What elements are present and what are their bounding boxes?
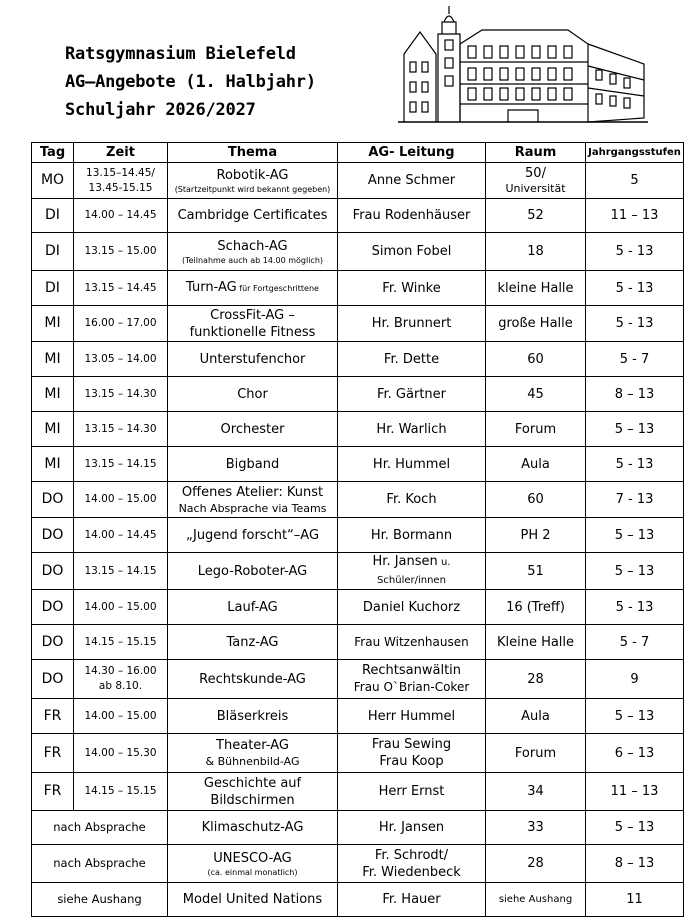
cell-thema	[168, 773, 338, 811]
cell-zeit	[74, 163, 168, 199]
cell-ag-leitung	[338, 773, 486, 811]
cell-jahrgangsstufen: 5 – 13	[586, 699, 684, 734]
ag-schedule-table	[31, 142, 684, 917]
table-header-row	[32, 143, 684, 163]
cell-thema	[168, 811, 338, 845]
raum-value: 28	[527, 671, 544, 687]
cell-jahrgangsstufen: 5 – 13	[586, 518, 684, 553]
leitung-line: Rechtsanwältin	[361, 663, 462, 678]
cell-zeit	[74, 447, 168, 482]
cell-tag: MI	[32, 412, 74, 447]
thema-small-note: (Teilnahme auch ab 14.00 möglich)	[181, 255, 324, 265]
leitung-line: Hr. Jansen u. Schüler/innen	[372, 554, 451, 586]
zeit-line: 13.05 – 14.00	[84, 352, 157, 365]
cell-raum	[486, 811, 586, 845]
table-row	[32, 447, 684, 482]
zeit-line: 14.00 – 14.45	[84, 528, 157, 541]
school-year: Schuljahr 2026/2027	[65, 100, 256, 120]
thema-line: CrossFit-AG –	[210, 307, 295, 323]
cell-tag: FR	[32, 699, 74, 734]
cell-jahrgangsstufen: 5 - 13	[586, 271, 684, 306]
cell-raum	[486, 233, 586, 271]
cell-zeit	[74, 734, 168, 773]
school-building-illustration	[398, 6, 648, 124]
zeit-line: 13.15–14.45/	[86, 166, 155, 179]
cell-ag-leitung	[338, 699, 486, 734]
zeit-line: ab 8.10.	[98, 680, 143, 692]
cell-ag-leitung	[338, 811, 486, 845]
cell-zeit	[74, 660, 168, 699]
table-row	[32, 412, 684, 447]
column-header-jahrgangsstufen: Jahrgangsstufen	[586, 143, 684, 163]
cell-thema	[168, 553, 338, 590]
cell-jahrgangsstufen: 5 - 7	[586, 342, 684, 377]
cell-tag: MI	[32, 447, 74, 482]
zeit-line: 14.00 – 15.30	[84, 746, 157, 759]
raum-value: PH 2	[520, 527, 551, 543]
raum-value: 60	[527, 492, 544, 507]
leitung-line: Hr. Brunnert	[371, 316, 452, 331]
cell-raum	[486, 699, 586, 734]
cell-jahrgangsstufen: 5 - 13	[586, 233, 684, 271]
cell-ag-leitung	[338, 625, 486, 660]
cell-raum	[486, 590, 586, 625]
cell-zeit	[74, 377, 168, 412]
cell-raum	[486, 773, 586, 811]
leitung-line: Frau Koop	[379, 754, 444, 769]
cell-jahrgangsstufen: 5 – 13	[586, 412, 684, 447]
leitung-line: Simon Fobel	[371, 244, 452, 259]
cell-raum	[486, 306, 586, 342]
cell-raum	[486, 845, 586, 883]
cell-zeit	[74, 699, 168, 734]
thema-line: Unterstufenchor	[199, 351, 306, 367]
cell-thema	[168, 845, 338, 883]
cell-zeit	[74, 271, 168, 306]
table-row	[32, 699, 684, 734]
cell-zeit	[74, 625, 168, 660]
cell-ag-leitung	[338, 412, 486, 447]
leitung-line: Fr. Schrodt/	[374, 847, 449, 863]
zeit-line: 13.15 – 14.15	[84, 564, 157, 577]
cell-jahrgangsstufen: 5 - 13	[586, 590, 684, 625]
cell-schedule-note: nach Absprache	[32, 811, 168, 845]
table-row	[32, 271, 684, 306]
cell-ag-leitung	[338, 553, 486, 590]
leitung-line: Herr Hummel	[367, 708, 456, 724]
thema-line: Lauf-AG	[227, 599, 278, 615]
cell-thema	[168, 163, 338, 199]
zeit-line: 14.00 – 15.00	[84, 709, 157, 722]
leitung-line: Fr. Dette	[383, 351, 440, 367]
column-header-raum: Raum	[486, 143, 586, 163]
cell-thema	[168, 342, 338, 377]
cell-raum	[486, 734, 586, 773]
thema-line: Bläserkreis	[216, 708, 289, 724]
table-row	[32, 773, 684, 811]
thema-line: Bigband	[225, 456, 280, 472]
thema-small-note: (ca. einmal monatlich)	[207, 867, 298, 877]
cell-ag-leitung	[338, 342, 486, 377]
cell-raum	[486, 199, 586, 233]
cell-raum	[486, 553, 586, 590]
cell-ag-leitung	[338, 660, 486, 699]
cell-ag-leitung	[338, 377, 486, 412]
cell-zeit	[74, 773, 168, 811]
cell-jahrgangsstufen: 5 – 13	[586, 811, 684, 845]
raum-value: kleine Halle	[497, 280, 574, 296]
zeit-line: 16.00 – 17.00	[84, 317, 157, 329]
raum-value: große Halle	[498, 316, 573, 331]
raum-value: 16 (Treff)	[506, 599, 565, 615]
leitung-line: Anne Schmer	[367, 173, 456, 188]
thema-small-note: (Startzeitpunkt wird bekannt gegeben)	[174, 184, 331, 194]
cell-tag: MO	[32, 163, 74, 199]
cell-ag-leitung	[338, 482, 486, 518]
cell-jahrgangsstufen: 7 - 13	[586, 482, 684, 518]
cell-thema	[168, 306, 338, 342]
leitung-line: Fr. Koch	[386, 492, 437, 507]
table-row	[32, 518, 684, 553]
raum-value: Forum	[514, 421, 557, 437]
cell-ag-leitung	[338, 233, 486, 271]
cell-zeit	[74, 342, 168, 377]
thema-line: UNESCO-AG	[213, 850, 292, 866]
cell-ag-leitung	[338, 306, 486, 342]
cell-raum	[486, 412, 586, 447]
cell-raum	[486, 447, 586, 482]
cell-raum	[486, 342, 586, 377]
raum-value: 52	[527, 208, 544, 223]
column-header-thema: Thema	[168, 143, 338, 163]
zeit-line: 13.15 – 14.15	[84, 457, 157, 470]
thema-line: Geschichte auf	[203, 775, 302, 791]
thema-line: Cambridge Certificates	[177, 208, 328, 223]
table-row	[32, 883, 684, 917]
raum-value: Forum	[514, 745, 557, 761]
cell-jahrgangsstufen: 11 – 13	[586, 199, 684, 233]
cell-tag: FR	[32, 773, 74, 811]
table-row	[32, 660, 684, 699]
leitung-line: Frau Witzenhausen	[354, 634, 469, 649]
cell-jahrgangsstufen: 5 - 13	[586, 447, 684, 482]
table-row	[32, 377, 684, 412]
cell-jahrgangsstufen: 5 - 7	[586, 625, 684, 660]
cell-tag: MI	[32, 306, 74, 342]
cell-tag: DO	[32, 590, 74, 625]
zeit-line: 13.45-15.15	[88, 181, 153, 194]
cell-zeit	[74, 306, 168, 342]
cell-tag: DO	[32, 625, 74, 660]
cell-zeit	[74, 518, 168, 553]
cell-raum	[486, 660, 586, 699]
thema-line: funktionelle Fitness	[189, 324, 316, 340]
table-row	[32, 811, 684, 845]
thema-line: Model United Nations	[182, 892, 323, 907]
cell-schedule-note: siehe Aushang	[32, 883, 168, 917]
thema-line: Schach-AG	[217, 238, 288, 254]
cell-ag-leitung	[338, 883, 486, 917]
cell-tag: DO	[32, 518, 74, 553]
cell-raum	[486, 883, 586, 917]
cell-raum	[486, 271, 586, 306]
cell-thema	[168, 518, 338, 553]
thema-line: Theater-AG	[216, 738, 289, 753]
cell-thema	[168, 412, 338, 447]
cell-jahrgangsstufen: 5	[586, 163, 684, 199]
raum-note: Universität	[505, 182, 566, 195]
zeit-line: 13.15 – 14.45	[84, 281, 157, 294]
cell-raum	[486, 482, 586, 518]
leitung-line: Fr. Wiedenbeck	[362, 864, 461, 880]
leitung-line: Hr. Jansen	[378, 820, 445, 835]
cell-zeit	[74, 482, 168, 518]
cell-ag-leitung	[338, 447, 486, 482]
zeit-line: 14.00 – 15.00	[84, 493, 157, 505]
cell-zeit	[74, 553, 168, 590]
table-row	[32, 553, 684, 590]
leitung-line: Frau O`Brian-Coker	[353, 680, 470, 694]
table-row	[32, 625, 684, 660]
table-row	[32, 590, 684, 625]
document-header	[65, 40, 316, 124]
cell-ag-leitung	[338, 845, 486, 883]
zeit-line: 13.15 – 14.30	[84, 387, 157, 400]
cell-ag-leitung	[338, 199, 486, 233]
cell-jahrgangsstufen: 11 – 13	[586, 773, 684, 811]
thema-line: Robotik-AG	[216, 167, 289, 183]
raum-value: 60	[527, 351, 544, 367]
leitung-line: Frau Sewing	[371, 737, 452, 752]
cell-thema	[168, 271, 338, 306]
thema-line: Turn-AG für Fortgeschrittene	[186, 280, 319, 295]
table-row	[32, 482, 684, 518]
cell-tag: DI	[32, 199, 74, 233]
table-row	[32, 199, 684, 233]
cell-tag: MI	[32, 377, 74, 412]
leitung-line: Frau Rodenhäuser	[352, 208, 471, 223]
column-header-leitung: AG- Leitung	[338, 143, 486, 163]
cell-tag: DI	[32, 233, 74, 271]
table-row	[32, 306, 684, 342]
thema-line: Orchester	[220, 421, 285, 437]
column-header-zeit: Zeit	[74, 143, 168, 163]
thema-line: Klimaschutz-AG	[201, 820, 304, 835]
zeit-line: 13.15 – 14.30	[84, 422, 157, 435]
document-title: AG–Angebote (1. Halbjahr)	[65, 72, 316, 92]
table-body	[32, 163, 684, 917]
thema-line: Lego-Roboter-AG	[197, 563, 308, 579]
cell-ag-leitung	[338, 590, 486, 625]
leitung-line: Hr. Hummel	[372, 456, 451, 472]
raum-value: 18	[527, 244, 544, 259]
thema-note: Nach Absprache via Teams	[178, 501, 327, 515]
cell-thema	[168, 377, 338, 412]
cell-raum	[486, 518, 586, 553]
cell-thema	[168, 625, 338, 660]
cell-zeit	[74, 199, 168, 233]
raum-value: siehe Aushang	[498, 894, 573, 905]
zeit-line: 13.15 – 15.00	[84, 245, 157, 257]
zeit-line: 14.30 – 16.00	[84, 665, 157, 677]
zeit-line: 14.15 – 15.15	[84, 785, 157, 797]
cell-ag-leitung	[338, 163, 486, 199]
cell-jahrgangsstufen: 9	[586, 660, 684, 699]
cell-schedule-note: nach Absprache	[32, 845, 168, 883]
cell-ag-leitung	[338, 271, 486, 306]
raum-value: 34	[527, 784, 544, 799]
leitung-line: Herr Ernst	[378, 784, 445, 799]
cell-thema	[168, 199, 338, 233]
cell-jahrgangsstufen: 11	[586, 883, 684, 917]
raum-value: Kleine Halle	[496, 634, 575, 650]
cell-tag: DI	[32, 271, 74, 306]
cell-thema	[168, 660, 338, 699]
cell-jahrgangsstufen: 5 - 13	[586, 306, 684, 342]
thema-line: Chor	[237, 386, 268, 402]
table-row	[32, 342, 684, 377]
cell-thema	[168, 734, 338, 773]
cell-thema	[168, 590, 338, 625]
column-header-tag: Tag	[32, 143, 74, 163]
thema-line: Bildschirmen	[210, 792, 295, 808]
cell-jahrgangsstufen: 5 – 13	[586, 553, 684, 590]
leitung-line: Fr. Hauer	[382, 892, 441, 907]
thema-suffix: für Fortgeschrittene	[236, 284, 319, 293]
cell-ag-leitung	[338, 518, 486, 553]
table-row	[32, 233, 684, 271]
cell-jahrgangsstufen: 6 – 13	[586, 734, 684, 773]
cell-thema	[168, 447, 338, 482]
raum-value: 50/	[525, 166, 546, 181]
thema-line: „Jugend forscht“–AG	[185, 527, 320, 543]
cell-zeit	[74, 233, 168, 271]
leitung-line: Daniel Kuchorz	[362, 599, 461, 615]
thema-line: Offenes Atelier: Kunst	[181, 484, 324, 500]
cell-raum	[486, 377, 586, 412]
cell-thema	[168, 482, 338, 518]
raum-value: 33	[527, 820, 544, 835]
zeit-line: 14.00 – 14.45	[84, 209, 157, 221]
table-row	[32, 734, 684, 773]
zeit-line: 14.00 – 15.00	[84, 600, 157, 613]
cell-tag: DO	[32, 660, 74, 699]
cell-ag-leitung	[338, 734, 486, 773]
raum-value: 51	[527, 563, 544, 579]
cell-jahrgangsstufen: 8 – 13	[586, 377, 684, 412]
raum-value: 28	[527, 856, 544, 871]
cell-raum	[486, 163, 586, 199]
cell-tag: DO	[32, 553, 74, 590]
table-row	[32, 845, 684, 883]
cell-jahrgangsstufen: 8 – 13	[586, 845, 684, 883]
cell-zeit	[74, 590, 168, 625]
cell-tag: DO	[32, 482, 74, 518]
leitung-suffix: u. Schüler/innen	[377, 557, 451, 586]
leitung-line: Fr. Gärtner	[376, 386, 446, 402]
cell-zeit	[74, 412, 168, 447]
leitung-line: Hr. Bormann	[370, 527, 453, 543]
cell-thema	[168, 233, 338, 271]
cell-thema	[168, 883, 338, 917]
raum-value: Aula	[521, 456, 550, 472]
thema-note: & Bühnenbild-AG	[205, 755, 300, 768]
leitung-line: Hr. Warlich	[376, 421, 447, 437]
cell-thema	[168, 699, 338, 734]
zeit-line: 14.15 – 15.15	[84, 635, 157, 648]
table-row	[32, 163, 684, 199]
cell-raum	[486, 625, 586, 660]
leitung-line: Fr. Winke	[382, 280, 441, 296]
raum-value: 45	[527, 386, 544, 402]
raum-value: Aula	[521, 708, 550, 724]
thema-line: Tanz-AG	[226, 634, 279, 650]
cell-tag: MI	[32, 342, 74, 377]
cell-tag: FR	[32, 734, 74, 773]
school-name: Ratsgymnasium Bielefeld	[65, 44, 296, 64]
thema-line: Rechtskunde-AG	[199, 671, 306, 687]
